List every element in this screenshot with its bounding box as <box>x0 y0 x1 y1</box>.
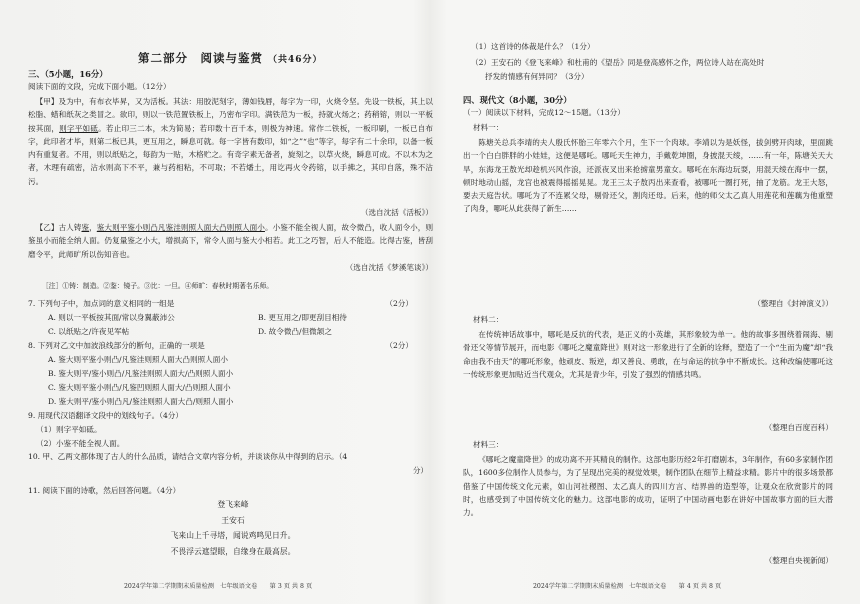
material-two-label: 材料二： <box>473 315 504 324</box>
question-7: 7. 下列句子中，加点词的意义相同的一组是 （2分） <box>28 299 413 308</box>
poem-author: 王安石 <box>221 515 245 525</box>
section-three-heading: 三、（5小题，16分） <box>28 69 108 79</box>
q8-option-c: C. 鉴大则平鉴小则凸/凡鉴凹则照人面大/凸则照人面小 <box>48 383 231 392</box>
left-footer: 2024学年第二学期期末质量检测 七年级语文卷 第 3 页 共 8 页 <box>124 583 313 590</box>
part-title: 第二部分 阅读与鉴赏 （共46分） <box>138 51 323 65</box>
material-two-text: 在传统神话故事中，哪吒是反抗的代表，是正义的小英雄，其形象较为单一。他的故事多围绕着闹海、剔骨还父等情节展开，而电影《哪吒之魔童降世》则对这一形象进行了全新的诠释，塑造了一个“生而为魔”却“我命由我不由天”的哪吒形象，他顽皮、叛逆，却又善良、勇敢，在与命运的抗争中不断成长。这种改编使哪吒这一传统形象更加贴近当代观众，尤其是青少年，引发了强烈的情感共鸣。 <box>463 330 833 379</box>
q7-option-c: C. 以纸贴之/许夜见军帖 <box>48 327 130 336</box>
q9-item-1: （1）则字平如砥。 <box>36 425 102 434</box>
passage-yi: 【乙】古人铸鉴，鉴大则平鉴小则凸凡鉴洼则照人面大凸则照人面小。小鉴不能全视人面，故令微凸，收人面令小，则鉴虽小而能全纳人面。仍复量鉴之小大，增损高下，常令人面与鉴大小相若。此工之巧智，后人不能造。比得古鉴，皆刮磨令平，此师旷所以伤知音也。 <box>28 223 433 259</box>
poem-line-2: 不畏浮云遮望眼，自缘身在最高层。 <box>170 546 296 556</box>
q7-option-d: D. 故令微凸/但微颔之 <box>258 327 332 336</box>
q11-item-2-cont: 抒发的情感有何异同？（3分） <box>485 72 589 81</box>
poem-title: 登飞来峰 <box>217 500 249 509</box>
q11-item-1: （1）这首诗的体裁是什么？（1分） <box>471 42 595 51</box>
passage-jia: 【甲】及为中，有布衣毕昇，又为活板。其法：用胶泥刻字，薄如钱唇，每字为一印，火烧令坚。先设一铁板，其上以松脂、蜡和纸灰之类冒之。欲印，则以一铁范置铁板上，乃密布字印。满铁范为一板，持就火炀之；药稍镕，则以一平板按其面，则字平如砥。若止印三二本，未为简易；若印数十百千本，则极为神速。常作二铁板，一板印刷，一板已自布字，此印者才毕，则第二板已具，更互用之，瞬息可就。每一字皆有数印，如“之”“也”等字，每字有二十余印，以备一板内有重复者。不用，则以纸贴之，每韵为一贴，木格贮之。有奇字素无备者，旋刻之，以草火烧，瞬息可成。不以木为之者，木理有疏密，沾水则高下不平，兼与药相粘，不可取；不若燔土，用讫再火令药镕，以手拂之，其印自落，殊不沾污。 <box>28 97 433 186</box>
material-three-text: 《哪吒之魔童降世》的成功离不开其精良的制作。这部电影历经2年打磨剧本，3年制作，有60多家制作团队，1600多位制作人员参与，为了呈现出完美的视觉效果，制作团队在细节上精益求精。影片中的很多场景都借鉴了中国传统文化元素，如山河社稷图、太乙真人的四川方言、结界兽的造型等，让观众在欣赏影片的同时，也感受到了中国传统文化的魅力。这部电影的成功，证明了中国动画电影在讲好中国故事方面的巨大潜力。 <box>463 455 833 518</box>
q7-option-b: B. 更互用之/即更刮目相待 <box>258 313 347 322</box>
material-one-source: （整理自《封神演义》） <box>753 299 833 308</box>
annotations: ［注］①铸：制造。②鉴：镜子。③比：一旦。④师旷：春秋时期著名乐师。 <box>42 282 274 290</box>
material-one-text: 陈塘关总兵李靖的夫人殷氏怀胎三年零六个月，生下一个肉球。李靖以为是妖怪，拔剑劈开肉球，里面跳出一个白白胖胖的小娃娃，这便是哪吒。哪吒天生神力，手戴乾坤圈，身披混天绫，……有一年，陈塘关天大旱，东海龙王敖光却趁机兴风作浪，还派夜叉出来抢掳童男童女。哪吒在东海边玩耍，用混天绫在海中一摆，顿时地动山摇，龙宫也被震得摇摇晃晃。龙王三太子敖丙出来查看，被哪吒一圈打死，抽了龙筋。龙王大怒，要去天庭告状。哪吒为了不连累父母，剔骨还父，割肉还母。后来，他的师父太乙真人用莲花和莲藕为他重塑了肉身，哪吒从此获得了新生…… <box>463 138 833 214</box>
poem-line-1: 飞来山上千寻塔，闻说鸡鸣见日升。 <box>170 531 296 540</box>
question-9: 9. 用现代汉语翻译文段中的划线句子。（4分） <box>28 411 183 420</box>
q8-option-d: D. 鉴大则平/鉴小则凸凡/鉴洼则照人面大凸/则照人面小 <box>48 397 234 406</box>
right-footer: 2024学年第二学期期末质量检测 七年级语文卷 第 4 页 共 8 页 <box>533 583 722 590</box>
passage-jia-source: （选自沈括《活板》） <box>360 208 433 217</box>
question-11: 11. 阅读下面的诗歌，然后回答问题。（4分） <box>28 486 181 495</box>
question-10: 10. 甲、乙两文都体现了古人的什么品质，请结合文章内容分析，并谈谈你从中得到的启示。（4 <box>28 452 348 461</box>
section-three-instruction: 阅读下面的文段，完成下面小题。（12分） <box>28 82 171 91</box>
material-two-source: （整理自百度百科） <box>764 423 833 432</box>
q11-item-2: （2）王安石的《登飞来峰》和杜甫的《望岳》同是登高感怀之作，两位诗人站在高处时 <box>471 58 765 67</box>
question-8: 8. 下列对乙文中加波浪线部分的断句，正确的一项是 （2分） <box>28 341 413 350</box>
left-page <box>28 0 433 604</box>
right-page <box>463 0 833 604</box>
q8-option-a: A. 鉴大则平鉴小则凸/凡鉴洼则照人面大凸则照人面小 <box>48 355 228 364</box>
material-three-label: 材料三： <box>473 440 504 449</box>
material-one-label: 材料一： <box>473 123 504 132</box>
passage-yi-source: （选自沈括《梦溪笔谈》） <box>345 263 433 272</box>
question-10-score: 分） <box>412 466 428 475</box>
section-four-instruction: （一）阅读以下材料，完成12～15题。（13分） <box>463 108 625 117</box>
section-four-heading: 四、现代文（8小题，30分） <box>463 95 572 105</box>
material-three-source: （整理自央视新闻） <box>764 556 833 565</box>
poem <box>108 497 358 559</box>
q9-item-2: （2）小鉴不能全视人面。 <box>36 439 125 448</box>
q8-option-b: B. 鉴大则平/鉴小则凸/凡鉴洼则照人面大/凸则照人面小 <box>48 369 234 378</box>
q7-option-a: A. 则以一平板按其面/常以身翼蔽沛公 <box>48 313 175 322</box>
